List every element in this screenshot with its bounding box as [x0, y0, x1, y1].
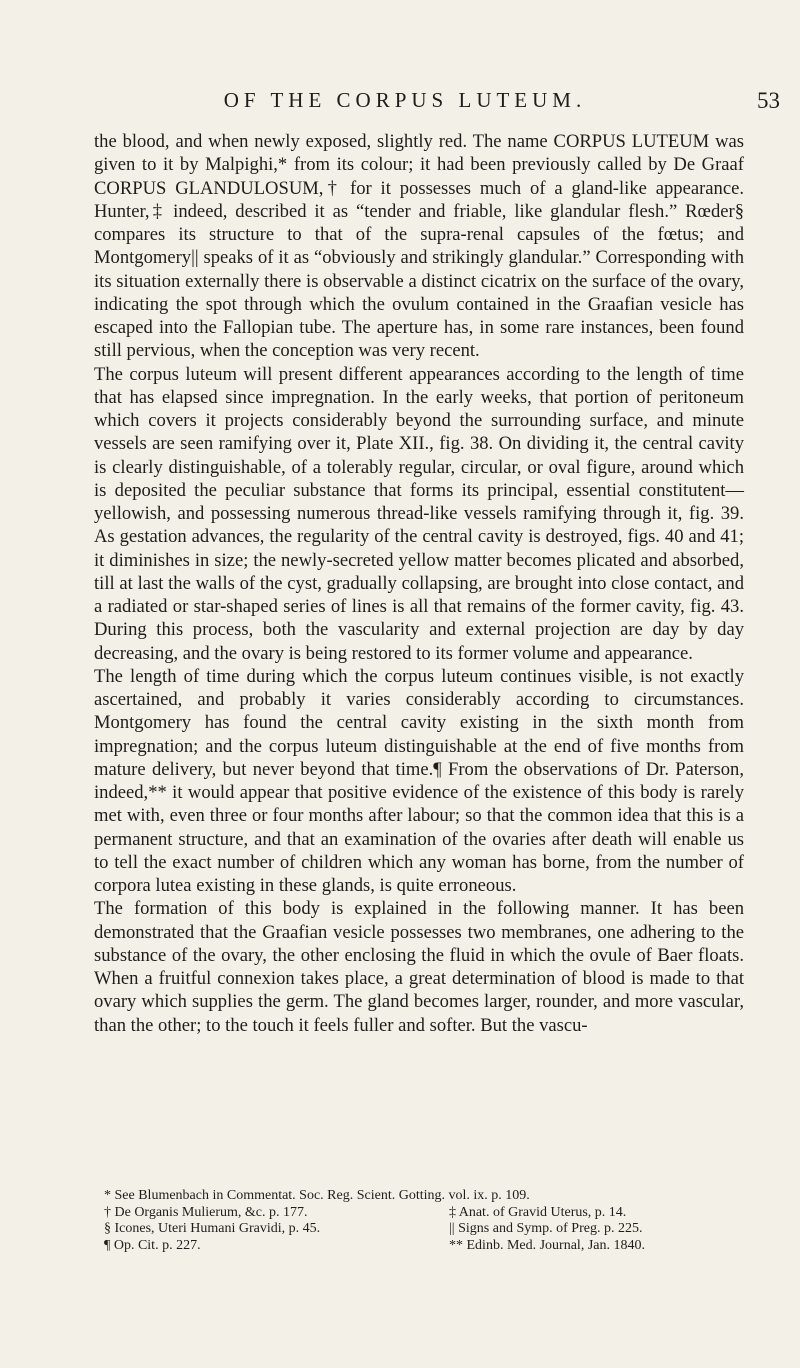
footnotes — [104, 1188, 744, 1254]
paragraph: The length of time during which the corpus luteum continues visible, is not exactly ascertained, and probably it varies considerably according to circumstances. Montgomery has found the central cavity existing in the sixth month from impregnation; and the corpus luteum distinguishable at the end of five months from mature delivery, but never beyond that time.¶ From the observations of Dr. Paterson, indeed,** it would appear that positive evidence of the existence of this body is rarely met with, even three or four months after labour; so that the common idea that this is a permanent structure, and that an examination of the ovaries after death will enable us to tell the exact number of children which any woman has borne, from the number of corpora lutea existing in these glands, is quite erroneous. — [94, 665, 744, 896]
body-text — [94, 130, 744, 1037]
footnote: § Icones, Uteri Humani Gravidi, p. 45. — [104, 1221, 321, 1236]
page-number: 53 — [757, 88, 780, 113]
footnote: ** Edinb. Med. Journal, Jan. 1840. — [449, 1237, 645, 1253]
running-title: OF THE CORPUS LUTEUM. — [223, 88, 587, 112]
footnote: † De Organis Mulierum, &c. p. 177. — [104, 1204, 308, 1220]
page-header — [30, 88, 780, 114]
paragraph: the blood, and when newly exposed, slightly red. The name CORPUS LUTEUM was given to it by Malpighi,* from its colour; it had been previously called by De Graaf CORPUS GLANDULOSUM,† for it possesses much of a gland-like appearance. Hunter,‡ indeed, described it as “tender and friable, like glandular flesh.” Rœder§ compares its structure to that of the supra-renal capsules of the fœtus; and Montgomery|| speaks of it as “obviously and strikingly glandular.” Corresponding with its situation externally there is observable a distinct cicatrix on the surface of the ovary, indicating the spot through which the ovulum contained in the Graafian vesicle has escaped into the Fallopian tube. The aperture has, in some rare instances, been found still pervious, when the conception was very recent. — [94, 131, 744, 362]
paragraph: The formation of this body is explained in the following manner. It has been demonstrated that the Graafian vesicle possesses two membranes, one adhering to the substance of the ovary, the other enclosing the fluid in which the ovule of Baer floats. When a fruitful connexion takes place, a great determination of blood is made to that ovary which supplies the germ. The gland becomes larger, rounder, and more vascular, than the other; to the touch it feels fuller and softer. But the vascu- — [94, 898, 744, 1036]
footnote: * See Blumenbach in Commentat. Soc. Reg. Scient. Gotting. vol. ix. p. 109. — [104, 1188, 530, 1203]
footnote-row — [104, 1238, 744, 1255]
footnote-row — [104, 1205, 744, 1222]
footnote: ¶ Op. Cit. p. 227. — [104, 1237, 201, 1253]
paragraph: The corpus luteum will present different appearances according to the length of time that has elapsed since impregnation. In the early weeks, that portion of peritoneum which covers it projects considerably beyond the surrounding surface, and minute vessels are seen ramifying over it, Plate XII., fig. 38. On dividing it, the central cavity is clearly distinguishable, of a tolerably regular, circular, or oval figure, around which is deposited the peculiar substance that forms its principal, essential constitutent—yellowish, and possessing numerous thread-like vessels ramifying through it, fig. 39. As gestation advances, the regularity of the central cavity is destroyed, figs. 40 and 41; it diminishes in size; the newly-secreted yellow matter becomes plicated and absorbed, till at last the walls of the cyst, gradually collapsing, are brought into close contact, and a radiated or star-shaped series of lines is all that remains of the former cavity, fig. 43. During this process, both the vascularity and external projection are day by day decreasing, and the ovary is being restored to its former volume and appearance. — [94, 363, 744, 664]
footnote-row — [104, 1221, 744, 1238]
footnote: || Signs and Symp. of Preg. p. 225. — [449, 1221, 643, 1236]
footnote: ‡ Anat. of Gravid Uterus, p. 14. — [449, 1204, 627, 1220]
